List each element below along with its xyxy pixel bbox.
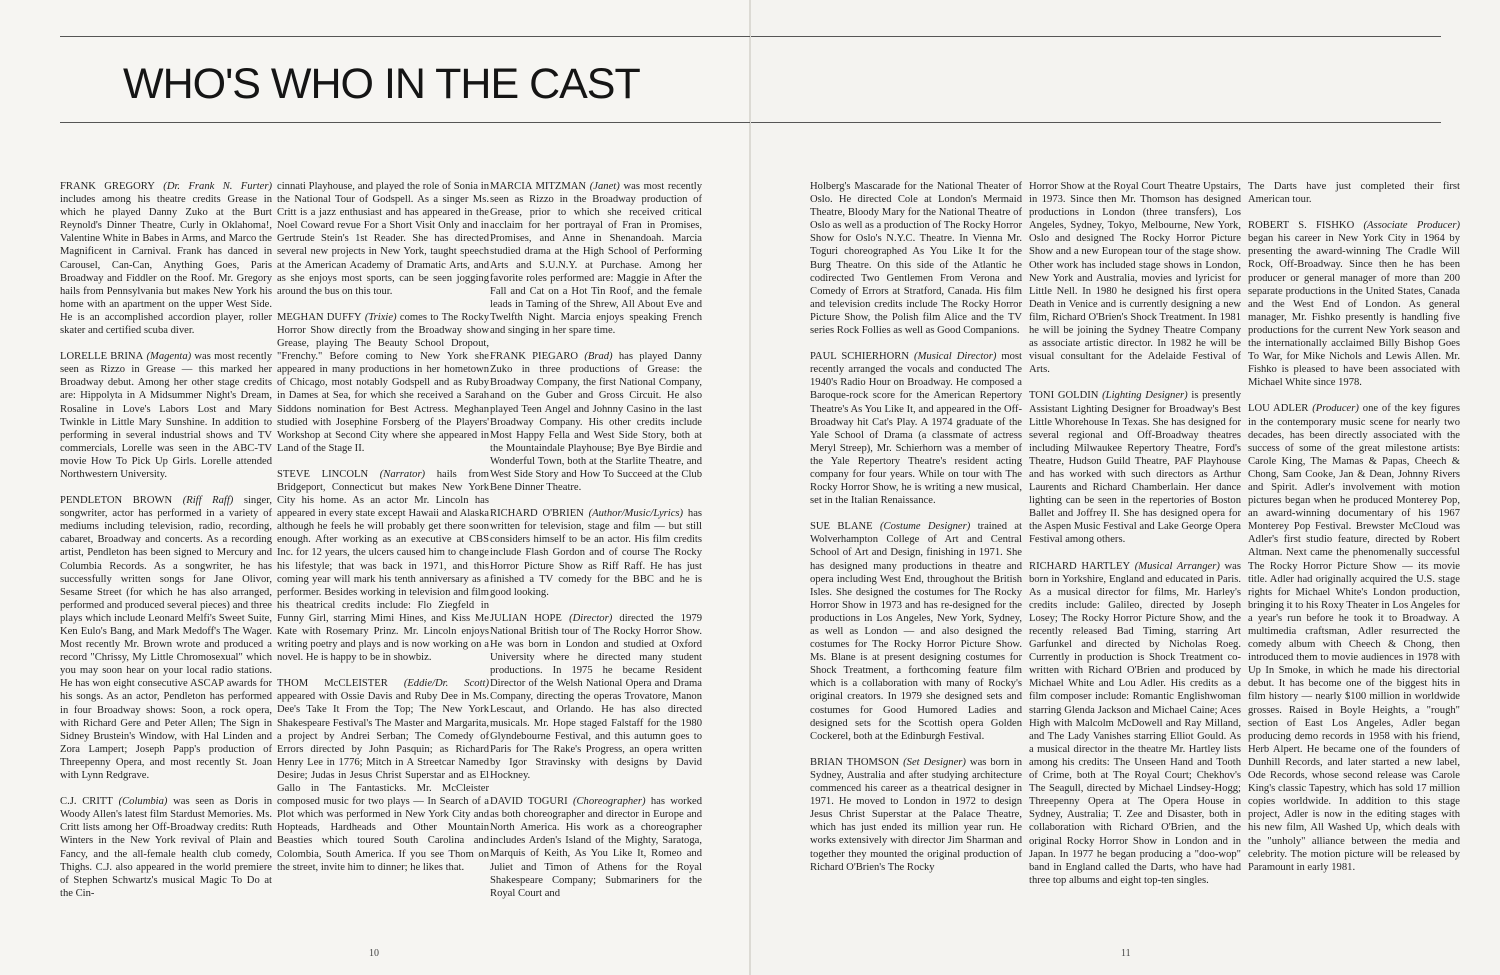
bio-role: (Dr. Frank N. Furter) xyxy=(163,181,272,192)
bio-paragraph xyxy=(1029,560,1241,887)
bio-paragraph xyxy=(1029,389,1241,546)
bio-paragraph xyxy=(277,677,489,873)
bio-paragraph xyxy=(810,180,1022,337)
bio-paragraph xyxy=(490,350,702,494)
bio-name: RICHARD HARTLEY xyxy=(1029,560,1131,572)
bio-text: one of the key figures in the contemporary music scene for nearly two decades, has been directly associated with the success of some of the great milestone artists: Carole King, The Mamas & Papas, Cheech & Chong, Sam Cooke, Jan & Dean, Johnny Rivers and Spirit. Adler's involvement with motion pictures began when he produced Monterey Pop, an award-winning documentary of his 1967 Monterey Pop Festival. Brewster McCloud was Adler's first studio feature, directed by Robert Altman. Next came the phenomenally successful The Rocky Horror Picture Show — its movie title. Adler had originally acquired the U.S. stage rights for Michael White's London production, bringing it to his Roxy Theater in Los Angeles for a year's run before he took it to Broadway. A multimedia craftsman, Adler resurrected the comedy album with Cheech & Chong, then introduced them to movie audiences in 1978 with Up In Smoke, in which he made his directorial debut. It has become one of the biggest hits in film history — nearly $100 million in worldwide grosses. Raised in Boyle Heights, a "rough" section of East Los Angeles, Adler began producing demo records in 1958 with his friend, Herb Alpert. He became one of the founders of Dunhill Records, and later started a new label, Ode Records, whose second release was Carole King's classic Tapestry, which has sold 17 million copies worldwide. In addition to this stage project, Adler is now in the editing stages with his new film, All Washed Up, which deals with the "unholy" alliance between the media and celebrity. The motion picture will be released by Paramount in early 1981. xyxy=(1248,403,1460,873)
bio-text: began his career in New York City in 1964 by presenting the award-winning The Cradle Will Rock, Off-Broadway. Since then he has been producer or general manager of more than 200 separate productions in the United States, Canada and the West End of London. As general manager, Mr. Fishko presently is handling five productions for the current New York season and the internationally acclaimed Billy Bishop Goes To War, for Mike Nichols and Lewis Allen. Mr. Fishko is pleased to have been associated with Michael White since 1978. xyxy=(1248,233,1460,389)
bio-name: MARCIA MITZMAN xyxy=(490,181,587,192)
bio-role: (Janet) xyxy=(589,181,620,192)
bio-text: comes to The Rocky Horror Show directly from the Broadway show Grease, playing The Beauty School Dropout, "Frenchy." Before coming to New York she appeared in many productions in her hometown of Chicago, most notably Godspell and as Ruby in Dames at Sea, for which she received a Sarah Siddons nomination for Best Actress. Meghan studied with Josephine Forsberg of the Players' Workshop at Second City where she appeared in Land of the Stage II. xyxy=(277,311,489,454)
bio-role: (Director) xyxy=(569,612,613,624)
bio-role: (Trixie) xyxy=(364,311,397,323)
text-column-4 xyxy=(810,180,1022,940)
bio-paragraph xyxy=(1248,219,1460,389)
bio-role: (Eddie/Dr. Scott) xyxy=(403,678,489,690)
bio-text: was born in Yorkshire, England and educated in Paris. As a musical director for films, Mr. Harley's credits include: Galileo, directed by Joseph Losey; The Rocky Horror Picture Show, and the recently released Bad Timing, starring Art Garfunkel and directed by Nicholas Roeg. Currently in production is Shock Treatment co-written with Richard O'Brien and produced by Michael White and Lou Adler. His credits as a film composer include: Romantic Englishwoman starring Glenda Jackson and Michael Caine; Aces High with Malcolm McDowell and Ray Milland, and The Lady Vanishes starring Elliot Gould. As a musical director in the theatre Mr. Hartley lists among his credits: The Unseen Hand and Tooth of Crime, both at The Royal Court; Chekhov's The Seagull, directed by Michael Lindsey-Hogg; Threepenny Opera at The Opera House in Sydney, Australia; T. Zee and Disaster, both in collaboration with Richard O'Brien, and the original Rocky Horror Show in London and in Japan. In 1977 he began producing a "doo-wop" band in England called the Darts, who have had three top albums and eight top-ten singles. xyxy=(1029,560,1241,886)
bio-role: (Riff Raff) xyxy=(182,495,234,507)
bio-text: trained at Wolverhampton College of Art and Central School of Art and Design, finishing in 1971. She has designed many productions in theatre and opera including West End, throughout the British Isles. She designed the costumes for The Rocky Horror Show in 1973 and has re-designed for the productions in Los Angeles, New York, Sydney, as well as London — and also designed the costumes for The Rocky Horror Picture Show. Ms. Blane is at present designing costumes for Shock Treatment, a forthcoming feature film which is a collaboration with many of Rocky's original creators. In 1979 she designed sets and costumes for Good Humored Ladies and designed sets for the Scottish opera Golden Cockerel, both at the Edinburgh Festival. xyxy=(810,521,1022,742)
bio-role: (Choreographer) xyxy=(572,796,646,808)
bio-name: DAVID TOGURI xyxy=(490,796,568,808)
bio-text: has written for television, stage and film — but still considers himself to be an actor. His film credits include Flash Gordon and of course The Rocky Horror Picture Show as Riff Raff. He has just finished a TV comedy for the BBC and he is good looking. xyxy=(490,508,702,598)
bio-role: (Brad) xyxy=(584,351,613,363)
bio-paragraph xyxy=(60,795,272,900)
bio-name: TONI GOLDIN xyxy=(1029,390,1099,402)
bio-text: singer, songwriter, actor has performed in a variety of mediums including television, radio, recording, cabaret, Broadway and concerts. As a recording artist, Pendleton has been signed to Mercury and Columbia Records. As a songwriter, he has successfully written songs for Jane Olivor, Sesame Street (for which he has also arranged, performed and produced several pieces) and three plays which include Leonard Melfi's Sweet Suite, Ken Eulo's Bang, and Mark Medoff's The Wager. Most recently Mr. Brown wrote and produced a record "Chrissy, My Little Chromosexual" which you may soon hear on your local radio stations. He has won eight consecutive ASCAP awards for his songs. As an actor, Pendleton has performed in four Broadway shows: Soon, a rock opera, with Richard Gere and Peter Allen; The Sign in Sidney Brustein's Window, with Hal Linden and Zora Lampert; Joseph Papp's production of Threepenny Opera, and most recently St. Joan with Lynn Redgrave. xyxy=(60,495,272,782)
title-rule-right xyxy=(751,122,1441,123)
title-rule-left xyxy=(60,122,750,123)
bio-role: (Lighting Designer) xyxy=(1102,390,1188,402)
bio-role: (Musical Arranger) xyxy=(1134,560,1220,572)
top-rule-left xyxy=(60,36,750,37)
bio-name: THOM McCLEISTER xyxy=(277,678,388,690)
bio-text: has played Danny Zuko in three productions of Grease: the Broadway Company, the first National Company, and on the Guber and Gross Circuit. He also played Teen Angel and Johnny Casino in the last Broadway Company. His other credits include Most Happy Fella and West Side Story, both at the Mountaindale Playhouse; Bye Bye Birdie and Wonderful Town, both at the Starlite Theatre, and West Side Story and How To Succeed at the Club Bene Dinner Theatre. xyxy=(490,351,702,494)
bio-paragraph xyxy=(60,350,272,481)
bio-role: (Columbia) xyxy=(118,796,168,808)
bio-text: cinnati Playhouse, and played the role of Sonia in the National Tour of Godspell. As a singer Ms. Critt is a jazz enthusiast and has appeared in the Noel Coward revue For a Short Visit Only and in Gertrude Stein's 1st Reader. She has directed several new projects in New York, taught speech at the American Academy of Dramatic Arts, and as she enjoys most sports, can be seen jogging around the bus on this tour. xyxy=(277,181,489,297)
bio-role: (Set Designer) xyxy=(903,756,966,768)
bio-name: BRIAN THOMSON xyxy=(810,756,900,768)
bio-role: (Magenta) xyxy=(146,351,192,363)
top-rule-right xyxy=(751,36,1441,37)
bio-text: directed the 1979 National British tour of The Rocky Horror Show. He was born in London and studied at Oxford University where he directed many student productions. In 1975 he became Resident Director of the Welsh National Opera and Drama Company, directing the operas Trovatore, Manon Lescaut, and Orlando. He has also directed musicals. Mr. Hope staged Falstaff for the 1980 Glyndebourne Festival, and this autumn goes to Paris for The Rake's Progress, an opera written by Igor Stravinsky with designs by David Hockney. xyxy=(490,612,702,781)
bio-role: (Associate Producer) xyxy=(1363,220,1460,232)
bio-name: JULIAN HOPE xyxy=(490,612,562,624)
bio-name: RICHARD O'BRIEN xyxy=(490,508,584,520)
page-title: WHO'S WHO IN THE CAST xyxy=(123,60,640,108)
bio-paragraph xyxy=(1248,180,1460,206)
bio-paragraph xyxy=(1029,180,1241,376)
bio-paragraph xyxy=(1248,402,1460,873)
bio-paragraph xyxy=(490,180,702,337)
text-column-3 xyxy=(490,180,702,940)
bio-text: has worked as both choreographer and director in Europe and North America. His work as a choreographer includes Arden's Island of the Mighty, Saratoga, Marquis of Keith, As You Like It, Romeo and Juliet and Timon of Athens for the Royal Shakespeare Company; Submariners for the Royal Court and xyxy=(490,796,702,899)
bio-name: ROBERT S. FISHKO xyxy=(1248,220,1355,232)
bio-paragraph xyxy=(490,795,702,900)
bio-text: most recently arranged the vocals and conducted The 1940's Radio Hour on Broadway. He composed a Baroque-rock score for the American Repertory Theatre's As You Like It, and appeared in the Off-Broadway hit Cat's Play. A 1974 graduate of the Yale School of Drama (a classmate of actress Meryl Streep), Mr. Schierhorn was a member of the Yale Repertory Theatre's resident acting company for four years. While on tour with The Rocky Horror Show, he is writing a new musical, set in the Italian Renaissance. xyxy=(810,351,1022,507)
bio-paragraph xyxy=(810,350,1022,507)
bio-paragraph xyxy=(810,756,1022,874)
bio-name: LOU ADLER xyxy=(1248,403,1309,415)
bio-name: SUE BLANE xyxy=(810,521,873,533)
bio-text: is presently Assistant Lighting Designer for Broadway's Best Little Whorehouse In Texas. She has designed for several regional and Off-Broadway theatres including Milwaukee Repertory Theatre, Ford's Theatre, Hudson Guild Theatre, PAF Playhouse and has worked with such directors as Arthur Laurents and Richard Chamberlain. Her dance lighting can be seen in the repertories of Boston Ballet and Joffrey II. She has designed opera for the Aspen Music Festival and Lake George Opera Festival among others. xyxy=(1029,390,1241,546)
bio-name: C.J. CRITT xyxy=(60,796,113,808)
bio-role: (Costume Designer) xyxy=(879,521,971,533)
bio-name: FRANK GREGORY xyxy=(60,181,155,192)
bio-name: FRANK PIEGARO xyxy=(490,351,579,363)
bio-name: MEGHAN DUFFY xyxy=(277,311,362,323)
bio-role: (Musical Director) xyxy=(914,351,997,363)
bio-paragraph xyxy=(60,494,272,782)
text-column-2 xyxy=(277,180,489,940)
text-column-5 xyxy=(1029,180,1241,940)
bio-text: hails from Bridgeport, Connecticut but makes New York City his home. As an actor Mr. Lincoln has appeared in every state except Hawaii and Alaska although he feels he will probably get there soon enough. After working as an executive at CBS Inc. for 12 years, the ulcers caused him to change his lifestyle; that was back in 1971, and this coming year will mark his tenth anniversary as a performer. Besides working in television and film his theatrical credits include: Flo Ziegfeld in Funny Girl, starring Mimi Hines, and Kiss Me Kate with Rosemary Prinz. Mr. Lincoln enjoys writing poetry and plays and is now working on a novel. He is happy to be in showbiz. xyxy=(277,468,489,664)
page-number-right: 11 xyxy=(1121,948,1131,959)
bio-text: Horror Show at the Royal Court Theatre Upstairs, in 1973. Since then Mr. Thomson has designed productions in London (three transfers), Los Angeles, Sydney, Tokyo, Melbourne, New York, Oslo and designed The Rocky Horror Picture Show and a new European tour of the stage show. Other work has included stage shows in London, New York and Australia, movies and lyricist for Little Nell. In 1980 he designed his first opera Death in Venice and is currently designing a new film, Richard O'Brien's Shock Treatment. In 1981 he will be joining the Sydney Theatre Company as associate artistic director. In 1982 he will be visual consultant for the Adelaide Festival of Arts. xyxy=(1029,181,1241,376)
bio-text: Holberg's Mascarade for the National Theater of Oslo. He directed Cole at London's Mermaid Theatre, Bloody Mary for the National Theatre of Oslo as well as a production of The Rocky Horror Show for Oslo's N.Y.C. Theatre. In Vienna Mr. Toguri choreographed As You Like It for the Burg Theatre. On this side of the Atlantic he codirected Two Gentlemen From Verona and Comedy of Errors at Stratford, Canada. His film and television credits include The Rocky Horror Picture Show, the Polish film Alice and the TV series Rock Follies as well as Good Companions. xyxy=(810,181,1022,337)
bio-text: was born in Sydney, Australia and after studying architecture commenced his career as a theatrical designer in 1971. He moved to London in 1972 to design Jesus Christ Superstar at the Palace Theatre, which has just ended its million year run. He works extensively with director Jim Sharman and together they mounted the original production of Richard O'Brien's The Rocky xyxy=(810,756,1022,873)
bio-paragraph xyxy=(277,468,489,664)
bio-text: The Darts have just completed their first American tour. xyxy=(1248,181,1460,206)
text-column-1 xyxy=(60,180,272,940)
bio-paragraph xyxy=(60,180,272,337)
spread-gutter xyxy=(749,0,751,975)
bio-paragraph xyxy=(277,311,489,455)
bio-role: (Author/Music/Lyrics) xyxy=(588,508,684,520)
bio-role: (Producer) xyxy=(1312,403,1359,415)
bio-paragraph xyxy=(810,520,1022,743)
bio-name: PAUL SCHIERHORN xyxy=(810,351,910,363)
bio-text: appeared with Ossie Davis and Ruby Dee in Ms. Dee's Take It From the Top; The New York Shakespeare Festival's The Master and Margarita, a project by Andrei Serban; The Comedy of Errors directed by John Pasquin; as Richard Henry Lee in 1776; Mitch in A Streetcar Named Desire; Judas in Jesus Christ Superstar and as El Gallo in The Fantasticks. Mr. McCleister composed music for two plays — In Search of a Plot which was performed in New York City and Hopteads, Hardheads and Other Mountain Beasties which toured South Carolina and Colombia, South America. If you see Thom on the street, invite him to dinner; he likes that. xyxy=(277,691,489,873)
bio-name: LORELLE BRINA xyxy=(60,351,144,363)
bio-text: was most recently seen as Rizzo in the Broadway production of Grease, prior to which she received critical acclaim for her portrayal of Fran in Promises, Promises, and Anne in Shenandoah. Marcia studied drama at the High School of Performing Arts and S.U.N.Y. at Purchase. Among her favorite roles performed are: Maggie in After the Fall and Cat on a Hot Tin Roof, and the female leads in Taming of the Shrew, All About Eve and Twelfth Night. Marcia enjoys speaking French and singing in her spare time. xyxy=(490,181,702,337)
bio-text: was most recently seen as Rizzo in Grease — this marked her Broadway debut. Among her other stage credits are: Hippolyta in A Midsummer Night's Dream, Rosaline in Love's Labors Lost and Mary Twinkle in Little Mary Sunshine. In addition to performing in several industrial shows and TV commercials, Lorelle was seen in the ABC-TV movie How To Pick Up Girls. Lorelle attended Northwestern University. xyxy=(60,351,272,480)
page-number-left: 10 xyxy=(369,948,379,959)
bio-name: STEVE LINCOLN xyxy=(277,468,369,480)
bio-text: includes among his theatre credits Grease in which he played Danny Zuko at the Burt Reynold's Dinner Theatre, Curly in Oklahoma!, Valentine White in Babes in Arms, and Marco the Magnificent in Carnival. Frank has danced in Carousel, Can-Can, Anything Goes, Paris Broadway and Fiddler on the Roof. Mr. Gregory hails from Pennsylvania but makes New York his home with an apartment on the upper West Side. He is an accomplished accordion player, roller skater and certified scuba diver. xyxy=(60,194,272,337)
bio-text: was seen as Doris in Woody Allen's latest film Stardust Memories. Ms. Critt lists among her Off-Broadway credits: Ruth Winters in the New York revival of Plain and Fancy, and the all-female health club comedy, Thighs. C.J. also appeared in the world premiere of Stephen Schwartz's musical Magic To Do at the Cin- xyxy=(60,796,272,899)
bio-name: PENDLETON BROWN xyxy=(60,495,173,507)
bio-role: (Narrator) xyxy=(379,468,426,480)
bio-paragraph xyxy=(277,180,489,298)
bio-paragraph xyxy=(490,507,702,599)
text-column-6 xyxy=(1248,180,1460,940)
bio-paragraph xyxy=(490,612,702,782)
